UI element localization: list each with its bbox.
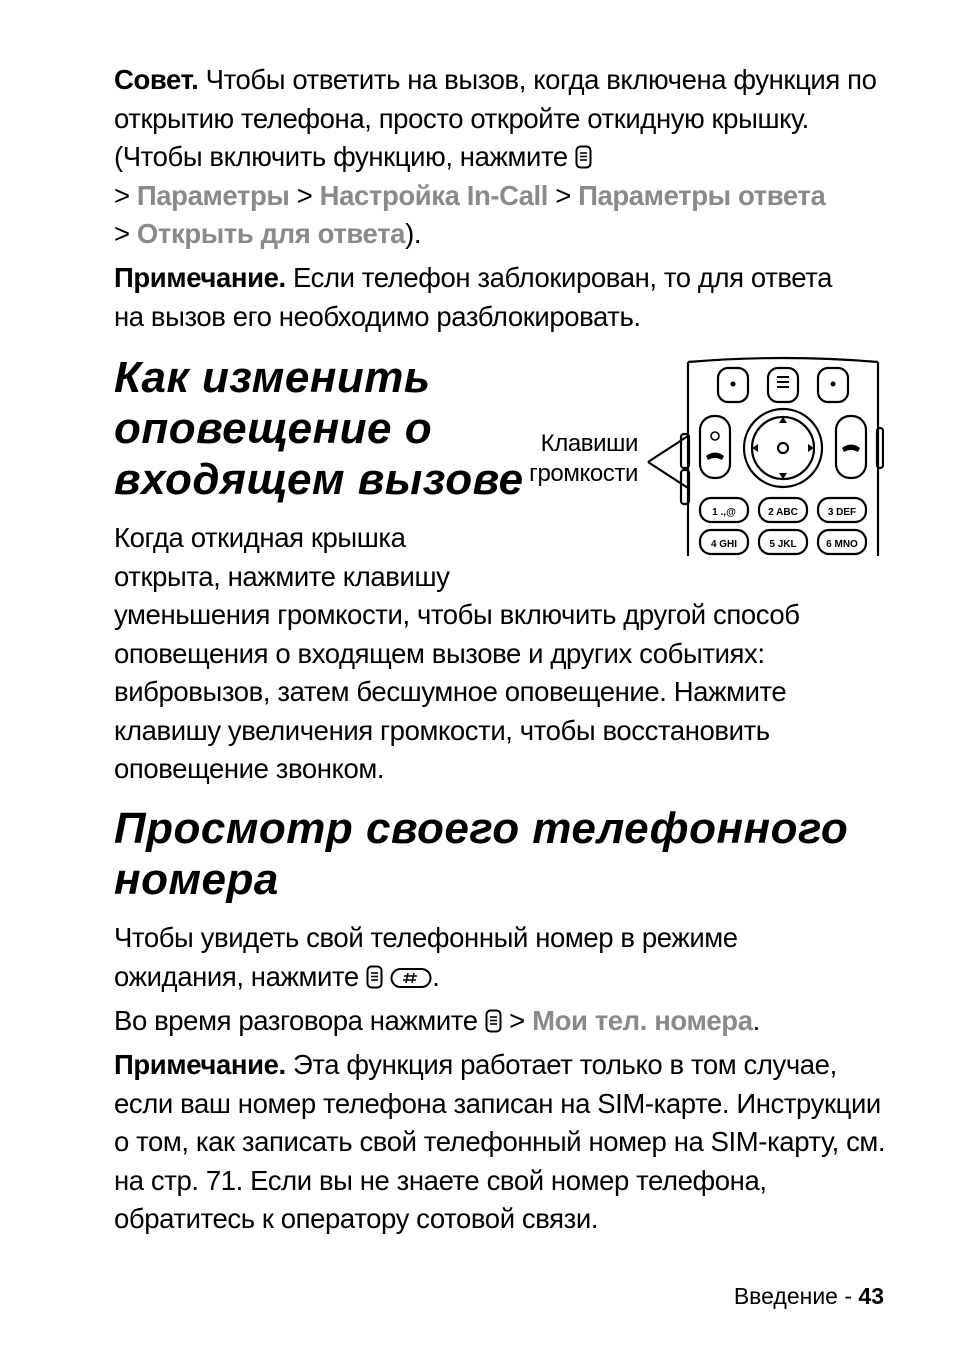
menu-path-in-call-settings: Настройка In-Call <box>319 179 548 211</box>
send-call-icon <box>842 445 860 453</box>
tip-sep-1: > <box>114 179 137 211</box>
power-icon <box>711 432 719 440</box>
volume-keys-callout <box>478 429 638 489</box>
section-my-number-p2-text: Во время разговора нажмите <box>114 1005 485 1036</box>
section-my-number-p2-end: . <box>752 1005 760 1036</box>
tip-paragraph <box>114 61 884 254</box>
tip-sep-4: > <box>114 218 137 249</box>
section-my-number-paragraph-1 <box>114 919 814 996</box>
section-heading-alert-line-3: входящем вызове <box>114 455 524 504</box>
tip-end: ). <box>405 218 422 249</box>
section-my-number-p1-end: . <box>432 960 440 992</box>
section-my-number-p1-text: Чтобы увидеть свой телефонный номер в режиме ожидания, нажмите <box>114 922 738 992</box>
menu-path-my-numbers: Мои тел. номера <box>532 1005 753 1036</box>
note-text-1: Если телефон заблокирован, то для ответа на вызов его необходимо разблокировать. <box>114 262 833 332</box>
volume-keys-callout-line-2: громкости <box>529 460 638 487</box>
key-4-label: 4 GHI <box>710 539 738 550</box>
end-call-icon <box>706 453 724 461</box>
key-2-label: 2 ABC <box>768 507 798 518</box>
footer-section-label: Введение - <box>733 1283 859 1309</box>
menu-path-open-to-answer: Открыть для ответа <box>136 218 406 249</box>
menu-key-icon <box>485 1009 502 1033</box>
section-heading-alert-line-2: оповещение о <box>114 404 433 453</box>
menu-path-answer-options: Параметры ответа <box>578 179 826 211</box>
section-my-number-p2-sep: > <box>501 1005 533 1036</box>
section-heading-alert <box>114 352 524 505</box>
center-select-key <box>778 443 788 453</box>
section-alert-body-rest: уменьшения громкости, чтобы включить другой способ оповещения о входящем вызове и других событиях: вибровызов, затем бесшумное оповещение. Нажмите клавишу увеличения громкости, чтобы восстановить оповещение звонком. <box>114 599 800 784</box>
key-1-label: 1 .,@ <box>712 507 736 518</box>
hash-key-icon <box>390 967 432 989</box>
key-6-label: 6 MNO <box>826 539 858 550</box>
section-heading-my-number <box>114 803 848 905</box>
menu-path-parameters: Параметры <box>136 179 290 211</box>
section-heading-my-number-line-2: номера <box>114 855 279 904</box>
page-footer <box>734 1282 884 1310</box>
section-my-number-paragraph-2 <box>114 1002 874 1041</box>
key-5-label: 5 JKL <box>769 539 797 550</box>
volume-keys-callout-line-1: Клавиши <box>540 430 638 457</box>
tip-sep-2: > <box>289 179 320 211</box>
section-heading-alert-line-1: Как изменить <box>114 353 431 402</box>
power-end-key <box>700 416 730 478</box>
note-label-1: Примечание. <box>114 262 286 293</box>
note-label-2: Примечание. <box>114 1049 286 1080</box>
key-3-label: 3 DEF <box>827 507 857 518</box>
tip-sep-3: > <box>547 179 579 211</box>
section-heading-my-number-line-1: Просмотр своего телефонного <box>114 804 849 853</box>
menu-key-icon <box>575 145 592 169</box>
tip-text: Чтобы ответить на вызов, когда включена функция по открытию телефона, просто откройте откидную крышку. (Чтобы включить функцию, нажмите <box>114 64 877 172</box>
tip-label: Совет. <box>114 64 199 95</box>
section-alert-body-line-1: Когда откидная крышка <box>114 522 406 553</box>
menu-key-icon <box>366 965 383 989</box>
section-alert-body-line-2: открыта, нажмите клавишу <box>114 560 450 592</box>
note-paragraph-2 <box>114 1046 886 1239</box>
menu-soft-key <box>768 368 798 402</box>
note-text-2: Эта функция работает только в том случае, если ваш номер телефона записан на SIM-карте. Инструкции о том, как записать свой телефонный номер на SIM-карту, см. на стр. 71. Если вы не знаете свой номер телефона, обратитесь к оператору сотовой связи. <box>114 1049 886 1234</box>
note-paragraph-1 <box>114 259 854 336</box>
page-number: 43 <box>858 1283 884 1309</box>
side-key-right <box>877 428 883 468</box>
section-alert-body <box>114 519 874 789</box>
